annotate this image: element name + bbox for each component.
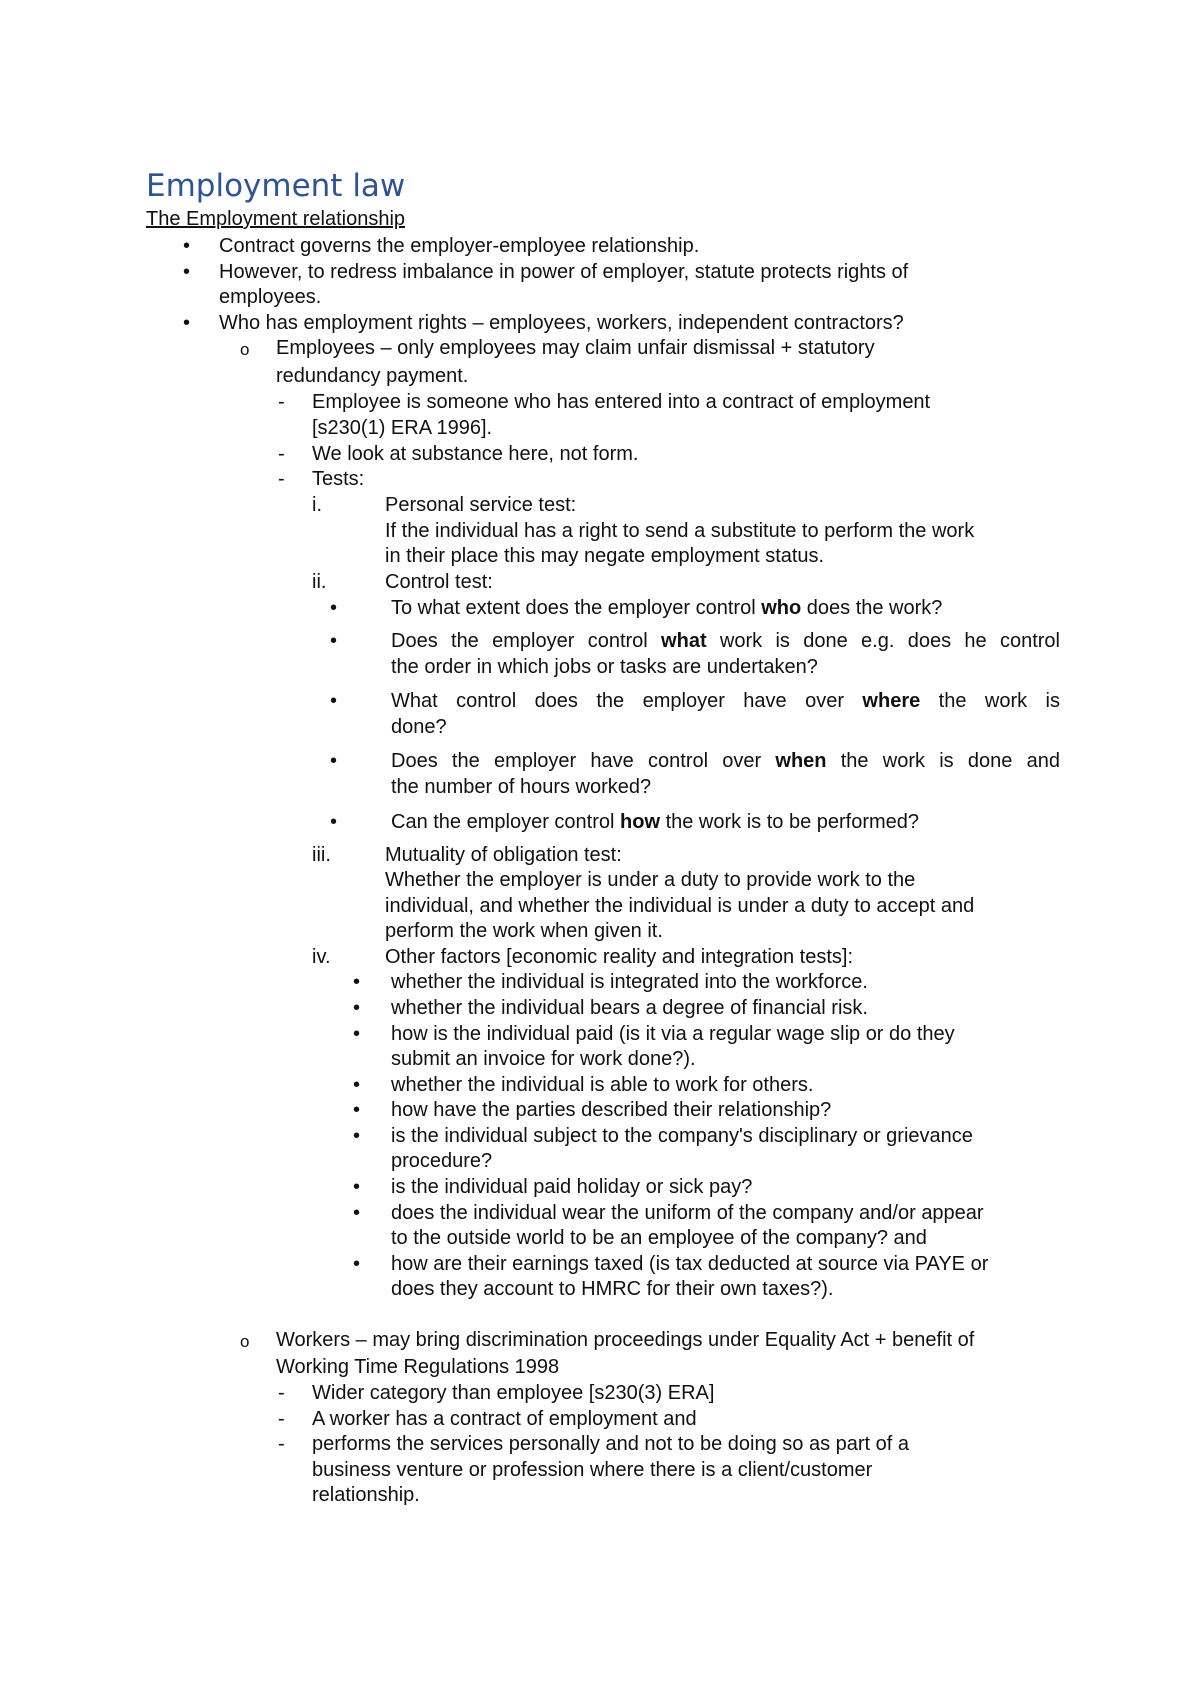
factor-item: how have the parties described their relationship? — [391, 1099, 832, 1121]
dash-marker: - — [278, 468, 285, 490]
bullet-marker: • — [330, 597, 338, 619]
factor-item: whether the individual is integrated into the workforce. — [391, 971, 868, 993]
test-text: individual, and whether the individual is under a duty to accept and — [385, 895, 975, 917]
bullet-marker: • — [353, 1023, 361, 1045]
control-item: To what extent does the employer control who does the work? — [391, 597, 943, 619]
factor-item: how are their earnings taxed (is tax deducted at source via PAYE or — [391, 1253, 989, 1275]
bullet-text: However, to redress imbalance in power of employer, statute protects rights of — [219, 261, 909, 283]
factor-item: procedure? — [391, 1150, 493, 1172]
test-title: Personal service test: — [385, 494, 577, 516]
test-title: Other factors [economic reality and integration tests]: — [385, 946, 853, 968]
factor-item: does the individual wear the uniform of the company and/or appear — [391, 1202, 984, 1224]
control-item: the order in which jobs or tasks are undertaken? — [391, 656, 818, 678]
bullet-marker: • — [353, 971, 361, 993]
bullet-text: Who has employment rights – employees, workers, independent contractors? — [219, 312, 904, 334]
factor-item: how is the individual paid (is it via a regular wage slip or do they — [391, 1023, 955, 1045]
workers-heading: Workers – may bring discrimination proceedings under Equality Act + benefit of — [276, 1329, 975, 1351]
roman-numeral: ii. — [312, 571, 327, 593]
roman-numeral: iii. — [312, 844, 331, 866]
factor-item: is the individual subject to the company's disciplinary or grievance — [391, 1125, 973, 1147]
bullet-marker: • — [183, 235, 191, 257]
circle-marker: o — [240, 340, 250, 359]
bullet-marker: • — [330, 811, 338, 833]
control-item: Does the employer control what work is done e.g. does he control — [391, 630, 1060, 652]
control-item: Can the employer control how the work is to be performed? — [391, 811, 920, 833]
page-title: Employment law — [146, 168, 406, 204]
dash-text: [s230(1) ERA 1996]. — [312, 417, 493, 439]
employees-heading: Employees – only employees may claim unfair dismissal + statutory — [276, 337, 875, 359]
workers-heading: Working Time Regulations 1998 — [276, 1356, 560, 1378]
dash-marker: - — [278, 391, 285, 413]
factor-item: does they account to HMRC for their own taxes?). — [391, 1278, 834, 1300]
roman-numeral: iv. — [312, 946, 331, 968]
test-text: If the individual has a right to send a substitute to perform the work — [385, 520, 975, 542]
factor-item: whether the individual bears a degree of financial risk. — [391, 997, 868, 1019]
factor-item: to the outside world to be an employee of the company? and — [391, 1227, 927, 1249]
test-text: Whether the employer is under a duty to provide work to the — [385, 869, 916, 891]
test-text: perform the work when given it. — [385, 920, 663, 942]
bullet-marker: • — [183, 312, 191, 334]
test-title: Control test: — [385, 571, 493, 593]
dash-text: A worker has a contract of employment and — [312, 1408, 697, 1430]
roman-numeral: i. — [312, 494, 322, 516]
dash-marker: - — [278, 1408, 285, 1430]
control-item: done? — [391, 716, 447, 738]
dash-text: Employee is someone who has entered into a contract of employment — [312, 391, 931, 413]
control-item: Does the employer have control over when the work is done and — [391, 750, 1060, 772]
factor-item: is the individual paid holiday or sick pay? — [391, 1176, 753, 1198]
dash-text: Tests: — [312, 468, 365, 490]
bullet-marker: • — [353, 1125, 361, 1147]
dash-marker: - — [278, 443, 285, 465]
test-text: in their place this may negate employment status. — [385, 545, 825, 567]
factor-item: submit an invoice for work done?). — [391, 1048, 696, 1070]
dash-text: relationship. — [312, 1484, 420, 1506]
bullet-marker: • — [353, 1074, 361, 1096]
bullet-text: Contract governs the employer-employee relationship. — [219, 235, 700, 257]
bullet-marker: • — [353, 1253, 361, 1275]
test-title: Mutuality of obligation test: — [385, 844, 622, 866]
bullet-marker: • — [353, 1099, 361, 1121]
employees-heading: redundancy payment. — [276, 365, 469, 387]
dash-text: performs the services personally and not to be doing so as part of a — [312, 1433, 910, 1455]
bullet-marker: • — [353, 1176, 361, 1198]
dash-text: business venture or profession where there is a client/customer — [312, 1459, 873, 1481]
dash-text: Wider category than employee [s230(3) ERA] — [312, 1382, 715, 1404]
dash-marker: - — [278, 1382, 285, 1404]
control-item: the number of hours worked? — [391, 776, 652, 798]
bullet-marker: • — [353, 997, 361, 1019]
bullet-marker: • — [330, 690, 338, 712]
circle-marker: o — [240, 1332, 250, 1351]
control-item: What control does the employer have over where the work is — [391, 690, 1060, 712]
factor-item: whether the individual is able to work for others. — [391, 1074, 814, 1096]
dash-marker: - — [278, 1433, 285, 1455]
section-heading: The Employment relationship — [146, 208, 406, 230]
dash-text: We look at substance here, not form. — [312, 443, 639, 465]
bullet-marker: • — [183, 261, 191, 283]
bullet-marker: • — [353, 1202, 361, 1224]
bullet-marker: • — [330, 630, 338, 652]
bullet-text: employees. — [219, 286, 322, 308]
bullet-marker: • — [330, 750, 338, 772]
